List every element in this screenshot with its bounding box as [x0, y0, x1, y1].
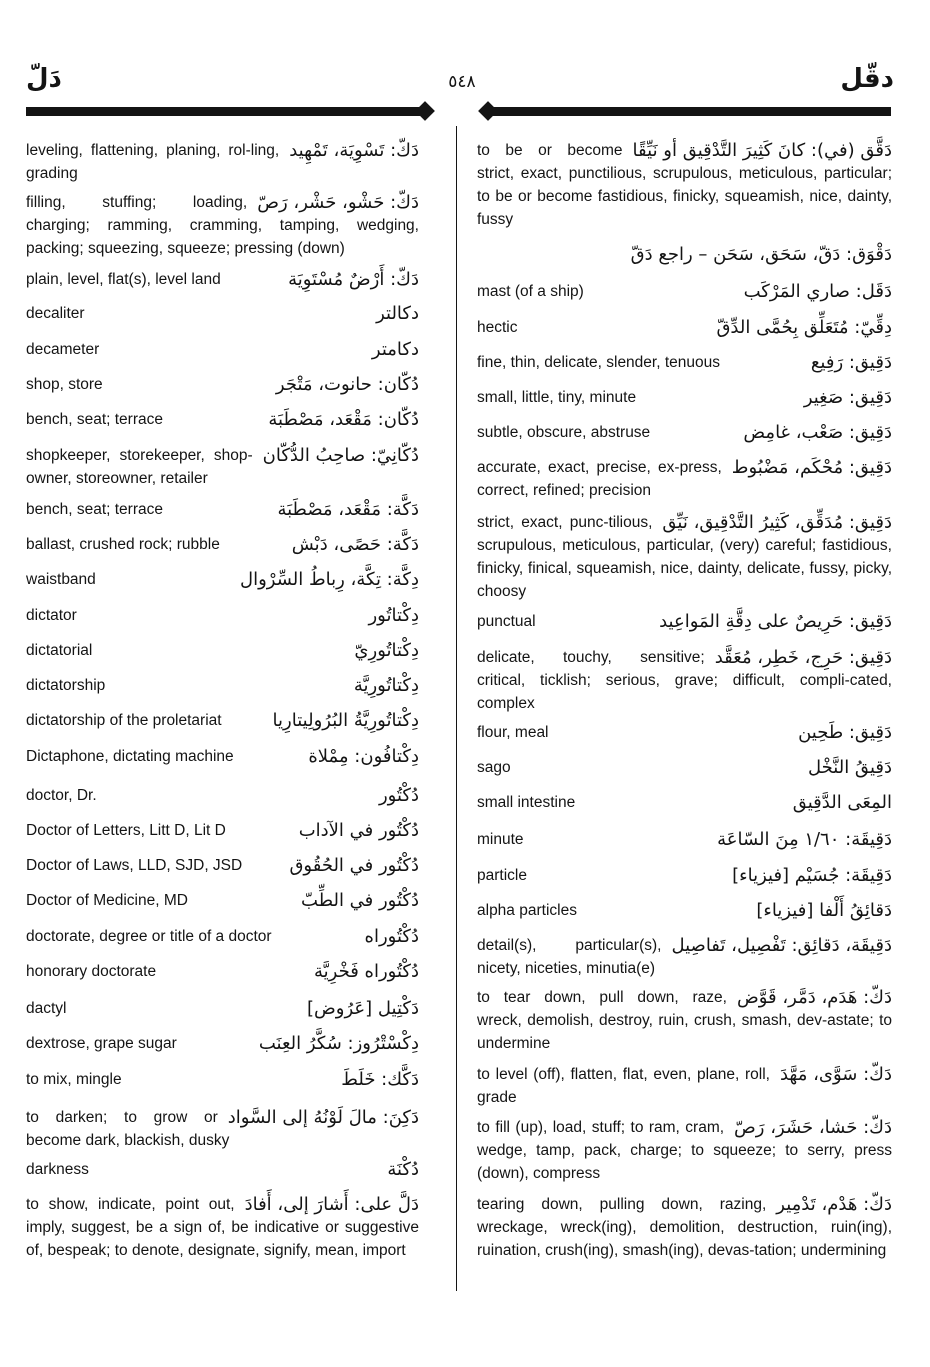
english-definition: delicate, touchy, sensitive; critical, ticklish; serious, grave; difficult, compli-cated, complex: [477, 649, 892, 712]
dictionary-entry: [477, 756, 892, 779]
dictionary-entry: [26, 1106, 419, 1152]
english-definition: to tear down, pull down, raze, wreck, demolish, destroy, ruin, crush, smash, dev-astate; to undermine: [477, 989, 892, 1052]
dictionary-entry: [26, 302, 419, 325]
dictionary-entry: [26, 373, 419, 396]
dictionary-entry: [477, 864, 892, 887]
english-definition: to be or become strict, exact, punctilious, scrupulous, meticulous, particular; to be or become fastidious, finicky, squeamish, nice, dainty, fussy: [477, 142, 892, 228]
dictionary-entry: [477, 646, 892, 715]
arabic-headword: دَلَّ على: أَشارَ إلى، أَفادَ: [244, 1194, 419, 1215]
dictionary-entry: [26, 533, 419, 556]
dictionary-entry: [26, 997, 419, 1020]
dictionary-entry: [477, 421, 892, 444]
english-definition: shopkeeper, storekeeper, shop-owner, storeowner, retailer: [26, 447, 253, 487]
arabic-headword: دُكْتُور: [378, 785, 419, 806]
arabic-headword: دُكْتُور في الآداب: [298, 820, 419, 841]
english-definition: dictatorial: [26, 642, 93, 659]
dictionary-entry: [477, 351, 892, 374]
english-definition: filling, stuffing; loading, charging; ramming, cramming, tamping, wedging, packing; squeezing, squeeze; pressing (down): [26, 194, 419, 257]
dictionary-entry: [26, 960, 419, 983]
dictionary-entry: [26, 408, 419, 431]
english-definition: Doctor of Letters, Litt D, Lit D: [26, 822, 226, 839]
dictionary-entry: [26, 338, 419, 361]
dictionary-entry: [26, 191, 419, 260]
dictionary-entry: [477, 828, 892, 851]
arabic-headword: دكامتر: [371, 339, 419, 360]
english-definition: Doctor of Medicine, MD: [26, 892, 188, 909]
arabic-headword: دَكّ: هَدَم، دَمَّر، قَوَّض: [736, 987, 892, 1008]
arabic-headword: دكالتر: [376, 303, 419, 324]
dictionary-entry: [26, 674, 419, 697]
arabic-headword: دَكِنَ: مالَ لَوْنُهُ إلى السَّواد: [227, 1107, 419, 1128]
arabic-headword: دَقِيقَة: جُسَيْم [فيزياء]: [732, 865, 892, 886]
dictionary-entry: [477, 1063, 892, 1109]
dictionary-entry: [477, 139, 892, 231]
dictionary-entry: [477, 386, 892, 409]
arabic-headword: دَقِيقَة، دَقائِق: تَفْصِيل، تَفاصِيل: [671, 935, 892, 956]
arabic-headword: دِكْسْتْرُوز: سُكَّرُ العِنَب: [258, 1033, 419, 1054]
english-definition: bench, seat; terrace: [26, 501, 163, 518]
arabic-headword: دُكْتُوراه: [364, 926, 419, 947]
english-definition: small, little, tiny, minute: [477, 389, 637, 406]
arabic-headword: دَقائِقُ أَلْفا [فيزياء]: [756, 900, 892, 921]
arabic-headword: دَقِيق: رَفِيع: [810, 352, 892, 373]
running-head-right: دقّل: [840, 64, 894, 94]
column-divider: [456, 126, 457, 1291]
dictionary-entry: [26, 784, 419, 807]
dictionary-entry: [26, 1158, 419, 1181]
dictionary-entry: [477, 791, 892, 814]
english-definition: decaliter: [26, 305, 85, 322]
arabic-headword: دُكْتُوراه فَخْرِيَّة: [314, 961, 419, 982]
arabic-headword: دَكّ: تَسْوِيَة، تَمْهِيد: [289, 140, 419, 161]
dictionary-entry: [477, 1116, 892, 1185]
arabic-headword: دَكْتِيل [عَرُوض]: [307, 998, 419, 1019]
dictionary-entry: [26, 604, 419, 627]
dictionary-entry: [26, 854, 419, 877]
arabic-headword: دَقِيق: صَغِير: [803, 387, 892, 408]
arabic-headword: دَكّ: هَدْم، تَدْمِير: [776, 1194, 892, 1215]
dictionary-entry: [26, 444, 419, 490]
english-definition: darkness: [26, 1161, 89, 1178]
english-definition: decameter: [26, 341, 100, 358]
arabic-headword: دَقِيق: حَرِيصٌ على دِقَّةِ المَواعِيد: [659, 611, 892, 632]
arabic-headword: دَكّ: حَشْو، حَشْر، رَصّ: [257, 192, 419, 213]
dictionary-entry: [26, 745, 419, 768]
english-definition: punctual: [477, 613, 536, 630]
dictionary-entry: [477, 511, 892, 603]
dictionary-entry: [477, 243, 892, 266]
dictionary-entry: [477, 899, 892, 922]
english-definition: to show, indicate, point out, imply, suggest, be a sign of, be indicative or suggestive of, bespeak; to denote, designate, signify, mean, import: [26, 1196, 419, 1259]
dictionary-entry: [477, 934, 892, 980]
english-definition: doctor, Dr.: [26, 787, 97, 804]
english-definition: strict, exact, punc-tilious, scrupulous, meticulous, particular, (very) careful; fastidious, finicky, finical, squeamish, nice, dainty, delicate, fussy, picky, choosy: [477, 514, 892, 600]
arabic-headword: دَكّ: سَوَّى، مَهَّدَ: [779, 1064, 892, 1085]
dictionary-entry: [26, 639, 419, 662]
arabic-headword: دَكّ: أَرْضٌ مُسْتَوِيَة: [288, 269, 419, 290]
arabic-headword: دَكَّة: حَصًى، دَبْش: [291, 534, 419, 555]
dictionary-entry: [26, 498, 419, 521]
arabic-headword: دِكْتافُون: مِمْلاة: [308, 746, 419, 767]
english-definition: shop, store: [26, 376, 103, 393]
english-definition: dictatorship of the proletariat: [26, 712, 222, 729]
arabic-headword: دُكْنَة: [387, 1159, 419, 1180]
english-definition: dictatorship: [26, 677, 106, 694]
arabic-headword: دِكَّة: تِكَّة، رِباطُ السِّرْوال: [240, 569, 419, 590]
arabic-headword: المِعَى الدَّقِيق: [792, 792, 892, 813]
dictionary-entry: [477, 986, 892, 1055]
arabic-headword: دَكَّك: خَلَطَ: [341, 1069, 419, 1090]
english-definition: dactyl: [26, 1000, 67, 1017]
english-definition: bench, seat; terrace: [26, 411, 163, 428]
arabic-headword: دُكّان: حانوت، مَتْجَر: [275, 374, 419, 395]
english-definition: sago: [477, 759, 511, 776]
arabic-headword: دَقِيق: مُدَقِّق، كَثِيرُ التَّدْقِيق، نَيِّق: [662, 512, 892, 533]
arabic-headword: دِكْتاتُورِيّ: [354, 640, 419, 661]
english-definition: detail(s), particular(s), nicety, niceties, minutia(e): [477, 937, 662, 977]
header-rule-left: [26, 107, 426, 116]
dictionary-entry: [477, 1193, 892, 1262]
running-head-left: دَلّ: [26, 64, 62, 94]
dictionary-entry: [26, 889, 419, 912]
dictionary-entry: [26, 709, 419, 732]
arabic-headword: دَقَل: صاري المَرْكَب: [743, 281, 892, 302]
english-definition: subtle, obscure, abstruse: [477, 424, 651, 441]
dictionary-entry: [477, 610, 892, 633]
arabic-headword: دَقِيقُ النَّخْل: [808, 757, 892, 778]
english-definition: plain, level, flat(s), level land: [26, 271, 221, 288]
english-definition: particle: [477, 867, 527, 884]
english-definition: Doctor of Laws, LLD, SJD, JSD: [26, 857, 243, 874]
diamond-ornament-icon: [415, 101, 435, 121]
english-definition: accurate, exact, precise, ex-press, correct, refined; precision: [477, 459, 722, 499]
english-definition: dextrose, grape sugar: [26, 1035, 177, 1052]
english-definition: alpha particles: [477, 902, 577, 919]
arabic-headword: دُكْتُور في الطِّبّ: [301, 890, 419, 911]
arabic-headword: دِقِّيّ: مُتَعَلِّق بِحُمَّى الدِّقّ: [716, 317, 892, 338]
arabic-headword: دَقِيق: طَحِين: [798, 722, 892, 743]
arabic-headword: دِكْتاتُورِيَّة: [353, 675, 419, 696]
dictionary-entry: [477, 721, 892, 744]
dictionary-entry: [26, 568, 419, 591]
arabic-headword: دِكْتاتُورِيَّةُ البُرُولِيتارِيا: [272, 710, 419, 731]
dictionary-entry: [477, 316, 892, 339]
english-definition: leveling, flattening, planing, rol-ling, grading: [26, 142, 280, 182]
arabic-headword: دَقِيق: حَرِج، خَطِر، مُعَقَّد: [714, 647, 892, 668]
arabic-headword: دُكّانِيّ: صاحِبُ الدُّكّان: [262, 445, 419, 466]
english-definition: minute: [477, 831, 524, 848]
english-definition: honorary doctorate: [26, 963, 157, 980]
arabic-headword: دَقَّق (في): كانَ كَثِيرَ التَّدْقِيق أو نَيِّقًا: [632, 140, 892, 161]
dictionary-entry: [26, 268, 419, 291]
english-definition: waistband: [26, 571, 96, 588]
dictionary-entry: [477, 456, 892, 502]
english-definition: hectic: [477, 319, 518, 336]
english-definition: flour, meal: [477, 724, 549, 741]
english-definition: tearing down, pulling down, razing, wreckage, wreck(ing), demolition, destruction, ruin(ing), ruination, crush(ing), smash(ing), devas-tation; undermining: [477, 1196, 892, 1259]
dictionary-entry: [26, 819, 419, 842]
arabic-headword: دَقِيقَة: ١/٦٠ مِنَ السّاعَة: [717, 829, 892, 850]
english-definition: mast (of a ship): [477, 283, 584, 300]
english-definition: dictator: [26, 607, 77, 624]
arabic-headword: دَقِيق: صَعْب، غامِض: [743, 422, 892, 443]
english-definition: to fill (up), load, stuff; to ram, cram, wedge, tamp, pack, charge; to squeeze; to serry, press (down), compress: [477, 1119, 892, 1182]
arabic-headword: دُكْتُور في الحُقُوق: [289, 855, 419, 876]
english-definition: small intestine: [477, 794, 576, 811]
arabic-headword: دَكَّة: مَقْعَد، مَصْطَبَة: [277, 499, 419, 520]
english-definition: Dictaphone, dictating machine: [26, 748, 234, 765]
dictionary-entry: [26, 1068, 419, 1091]
arabic-headword: دِكْتاتُور: [368, 605, 419, 626]
arabic-headword: دَقْوَق: دَقّ، سَحَق، سَحَن – راجع دَقّ: [630, 244, 892, 265]
english-definition: to mix, mingle: [26, 1071, 122, 1088]
dictionary-entry: [26, 1193, 419, 1262]
arabic-headword: دَكّ: حَشا، حَشَرَ، رَصّ: [734, 1117, 892, 1138]
dictionary-entry: [26, 1032, 419, 1055]
dictionary-entry: [26, 139, 419, 185]
english-definition: fine, thin, delicate, slender, tenuous: [477, 354, 720, 371]
page-number: ٥٤٨: [448, 72, 476, 92]
english-definition: doctorate, degree or title of a doctor: [26, 928, 272, 945]
english-definition: ballast, crushed rock; rubble: [26, 536, 220, 553]
english-definition: to level (off), flatten, flat, even, plane, roll, grade: [477, 1066, 770, 1106]
header-rule-right: [487, 107, 891, 116]
arabic-headword: دُكّان: مَقْعَد، مَصْطَبَة: [268, 409, 419, 430]
arabic-headword: دَقِيق: مُحْكَم، مَضْبُوط: [731, 457, 892, 478]
dictionary-entry: [477, 280, 892, 303]
english-definition: to darken; to grow or become dark, blackish, dusky: [26, 1109, 230, 1149]
dictionary-entry: [26, 925, 419, 948]
